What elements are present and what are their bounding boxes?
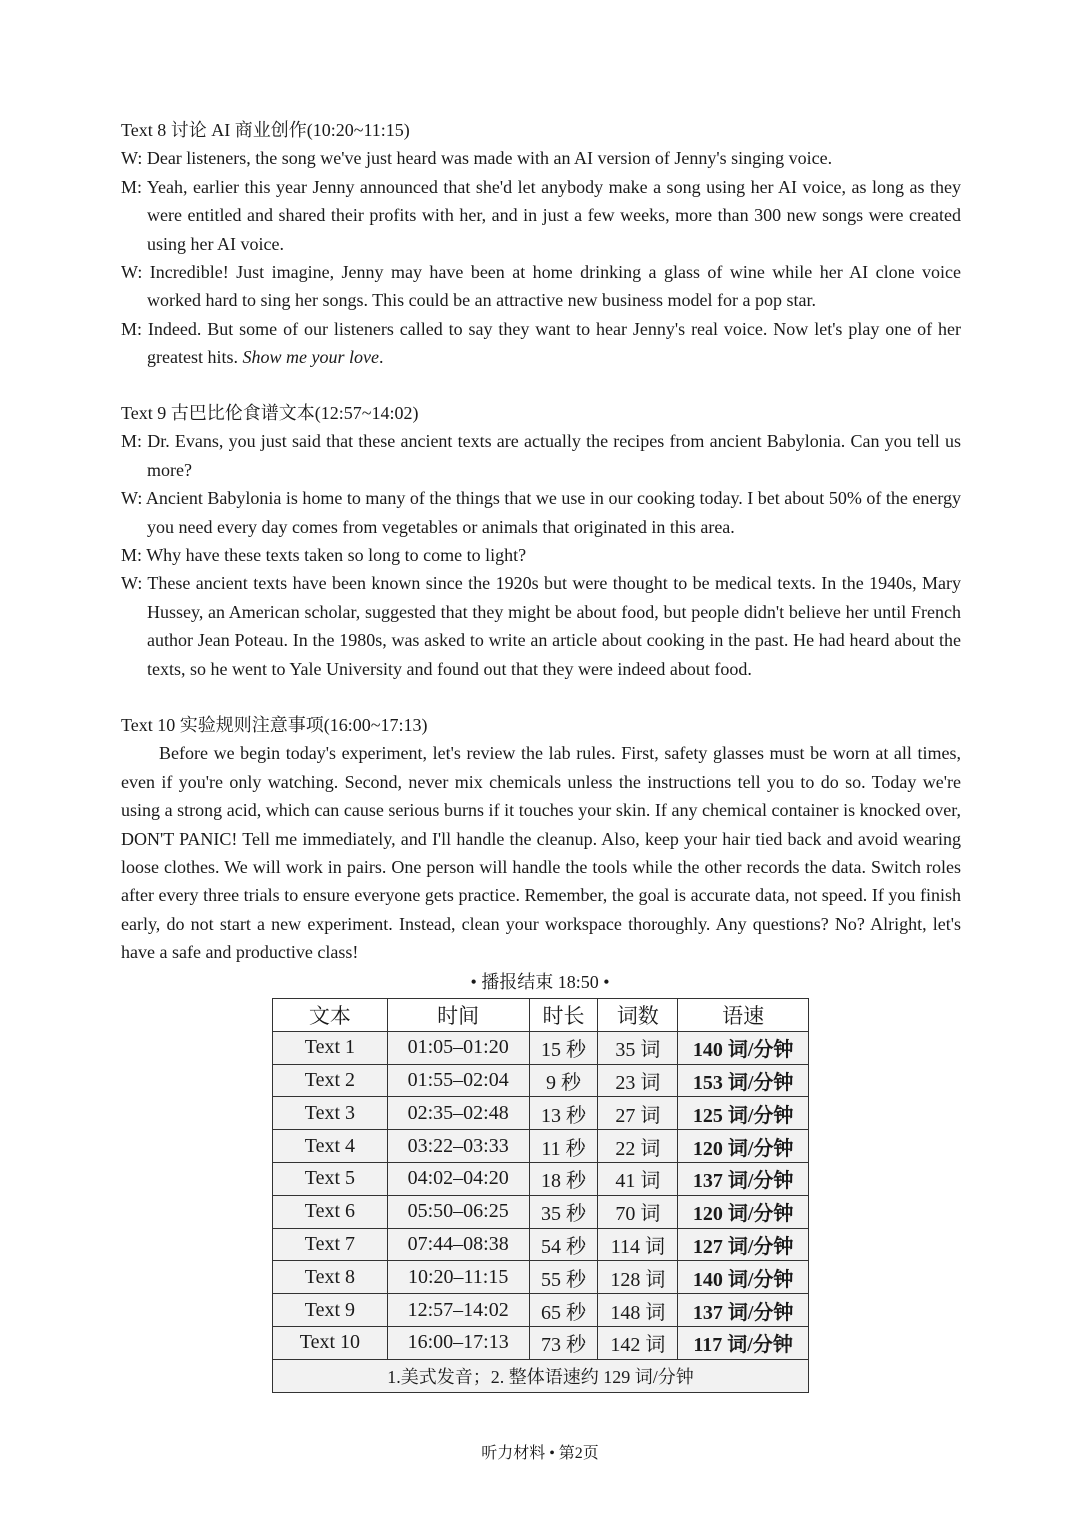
cell-duration: 65 秒 — [529, 1294, 598, 1327]
cell-word-count: 114 词 — [598, 1228, 678, 1261]
table-row — [273, 1097, 809, 1130]
cell-speech-rate: 140 词/分钟 — [678, 1031, 809, 1064]
cell-text: Text 2 — [273, 1064, 388, 1097]
table-row — [273, 1195, 809, 1228]
cell-text: Text 10 — [273, 1326, 388, 1359]
table-row — [273, 1064, 809, 1097]
text8-heading: Text 8 讨论 AI 商业创作(10:20~11:15) — [121, 120, 410, 140]
monologue-paragraph: Before we begin today's experiment, let's review the lab rules. First, safety glasses must be worn at all times, even if you're only watching. Second, never mix chemicals unless the instructions tell you to do so. Today we're using a strong acid, which can cause serious burns if it touches your skin. If any chemical container is knocked over, DON'T PANIC! Tell me immediately, and I'll handle the cleanup. Also, keep your hair tied back and avoid wearing loose clothes. We will work in pairs. One person will handle the tools while the other records the data. Switch roles after every three trials to ensure everyone gets practice. Remember, the goal is accurate data, not speed. If you finish early, do not start a new experiment. Instead, clean your workspace thoroughly. Any questions? No? Alright, let's have a safe and productive class! — [121, 743, 961, 963]
dialogue-line: W: Incredible! Just imagine, Jenny may have been at home drinking a glass of wine while her AI clone voice worked hard to sing her songs. This could be an attractive new business model for a pop star. — [121, 262, 961, 311]
cell-duration: 35 秒 — [529, 1195, 598, 1228]
cell-duration: 9 秒 — [529, 1064, 598, 1097]
dialogue-line: W: Dear listeners, the song we've just heard was made with an AI version of Jenny's singing voice. — [121, 148, 833, 169]
cell-word-count: 27 词 — [598, 1097, 678, 1130]
cell-word-count: 22 词 — [598, 1130, 678, 1163]
dialogue-line: M: Indeed. But some of our listeners called to say they want to hear Jenny's real voice. Now let's play one of her greatest hits. Show me your love. — [121, 318, 961, 368]
cell-speech-rate: 120 词/分钟 — [678, 1195, 809, 1228]
cell-duration: 13 秒 — [529, 1097, 598, 1130]
cell-time: 12:57–14:02 — [387, 1294, 529, 1327]
cell-text: Text 5 — [273, 1162, 388, 1195]
cell-speech-rate: 137 词/分钟 — [678, 1162, 809, 1195]
cell-time: 07:44–08:38 — [387, 1228, 529, 1261]
cell-text: Text 7 — [273, 1228, 388, 1261]
cell-time: 10:20–11:15 — [387, 1261, 529, 1294]
cell-time: 05:50–06:25 — [387, 1195, 529, 1228]
cell-time: 02:35–02:48 — [387, 1097, 529, 1130]
table-row — [273, 1130, 809, 1163]
dialogue-line: W: These ancient texts have been known since the 1920s but were thought to be medical texts. In the 1940s, Mary Hussey, an American scholar, suggested that they might be about food, but people didn't believe her until French author Jean Poteau. In the 1980s, was asked to write an article about cooking in the past. He had heard about the texts, so he went to Yale University and found out that they were indeed about food. — [121, 573, 962, 679]
speech-rate-table — [272, 998, 809, 1393]
cell-time: 16:00–17:13 — [387, 1326, 529, 1359]
page-footer: 听力材料 • 第2页 — [481, 1445, 599, 1462]
table-note-row — [273, 1359, 809, 1392]
table-row — [273, 1261, 809, 1294]
cell-text: Text 3 — [273, 1097, 388, 1130]
cell-text: Text 8 — [273, 1261, 388, 1294]
cell-word-count: 142 词 — [598, 1326, 678, 1359]
table-row — [273, 1031, 809, 1064]
cell-speech-rate: 127 词/分钟 — [678, 1228, 809, 1261]
cell-speech-rate: 117 词/分钟 — [678, 1326, 809, 1359]
song-title: Show me your love — [242, 347, 379, 368]
text10-section — [121, 711, 961, 967]
text8-section — [121, 116, 961, 372]
broadcast-end-marker: • 播报结束 18:50 • — [470, 972, 610, 992]
text10-heading: Text 10 实验规则注意事项(16:00~17:13) — [121, 715, 428, 735]
table-row — [273, 1294, 809, 1327]
cell-duration: 73 秒 — [529, 1326, 598, 1359]
cell-speech-rate: 125 词/分钟 — [678, 1097, 809, 1130]
header-speech-rate: 语速 — [678, 999, 809, 1032]
cell-duration: 54 秒 — [529, 1228, 598, 1261]
cell-duration: 11 秒 — [529, 1130, 598, 1163]
cell-word-count: 128 词 — [598, 1261, 678, 1294]
cell-word-count: 23 词 — [598, 1064, 678, 1097]
cell-duration: 15 秒 — [529, 1031, 598, 1064]
cell-word-count: 35 词 — [598, 1031, 678, 1064]
text9-heading: Text 9 古巴比伦食谱文本(12:57~14:02) — [121, 403, 419, 423]
cell-speech-rate: 137 词/分钟 — [678, 1294, 809, 1327]
cell-word-count: 41 词 — [598, 1162, 678, 1195]
table-header-row — [273, 999, 809, 1032]
table-row — [273, 1162, 809, 1195]
dialogue-line: M: Dr. Evans, you just said that these ancient texts are actually the recipes from ancient Babylonia. Can you tell us more? — [121, 431, 961, 480]
cell-duration: 55 秒 — [529, 1261, 598, 1294]
dialogue-line: M: Yeah, earlier this year Jenny announced that she'd let anybody make a song using her AI voice, as long as they were entitled and shared their profits with her, and in just a few weeks, more than 300 new songs were created using her AI voice. — [121, 176, 961, 254]
cell-text: Text 9 — [273, 1294, 388, 1327]
table-row — [273, 1228, 809, 1261]
table-row — [273, 1326, 809, 1359]
cell-time: 01:55–02:04 — [387, 1064, 529, 1097]
dialogue-line: M: Why have these texts taken so long to come to light? — [121, 545, 527, 566]
cell-time: 03:22–03:33 — [387, 1130, 529, 1163]
cell-duration: 18 秒 — [529, 1162, 598, 1195]
cell-word-count: 70 词 — [598, 1195, 678, 1228]
dialogue-line: W: Ancient Babylonia is home to many of the things that we use in our cooking today. I bet about 50% of the energy you need every day comes from vegetables or animals that originated in this area. — [121, 488, 961, 537]
header-duration: 时长 — [529, 999, 598, 1032]
cell-word-count: 148 词 — [598, 1294, 678, 1327]
cell-speech-rate: 120 词/分钟 — [678, 1130, 809, 1163]
cell-time: 01:05–01:20 — [387, 1031, 529, 1064]
cell-text: Text 4 — [273, 1130, 388, 1163]
cell-speech-rate: 140 词/分钟 — [678, 1261, 809, 1294]
cell-speech-rate: 153 词/分钟 — [678, 1064, 809, 1097]
header-time: 时间 — [387, 999, 529, 1032]
header-word-count: 词数 — [598, 999, 678, 1032]
cell-text: Text 1 — [273, 1031, 388, 1064]
cell-time: 04:02–04:20 — [387, 1162, 529, 1195]
table-note: 1.美式发音；2. 整体语速约 129 词/分钟 — [273, 1359, 809, 1392]
text9-section — [121, 399, 961, 683]
cell-text: Text 6 — [273, 1195, 388, 1228]
header-text: 文本 — [273, 999, 388, 1032]
